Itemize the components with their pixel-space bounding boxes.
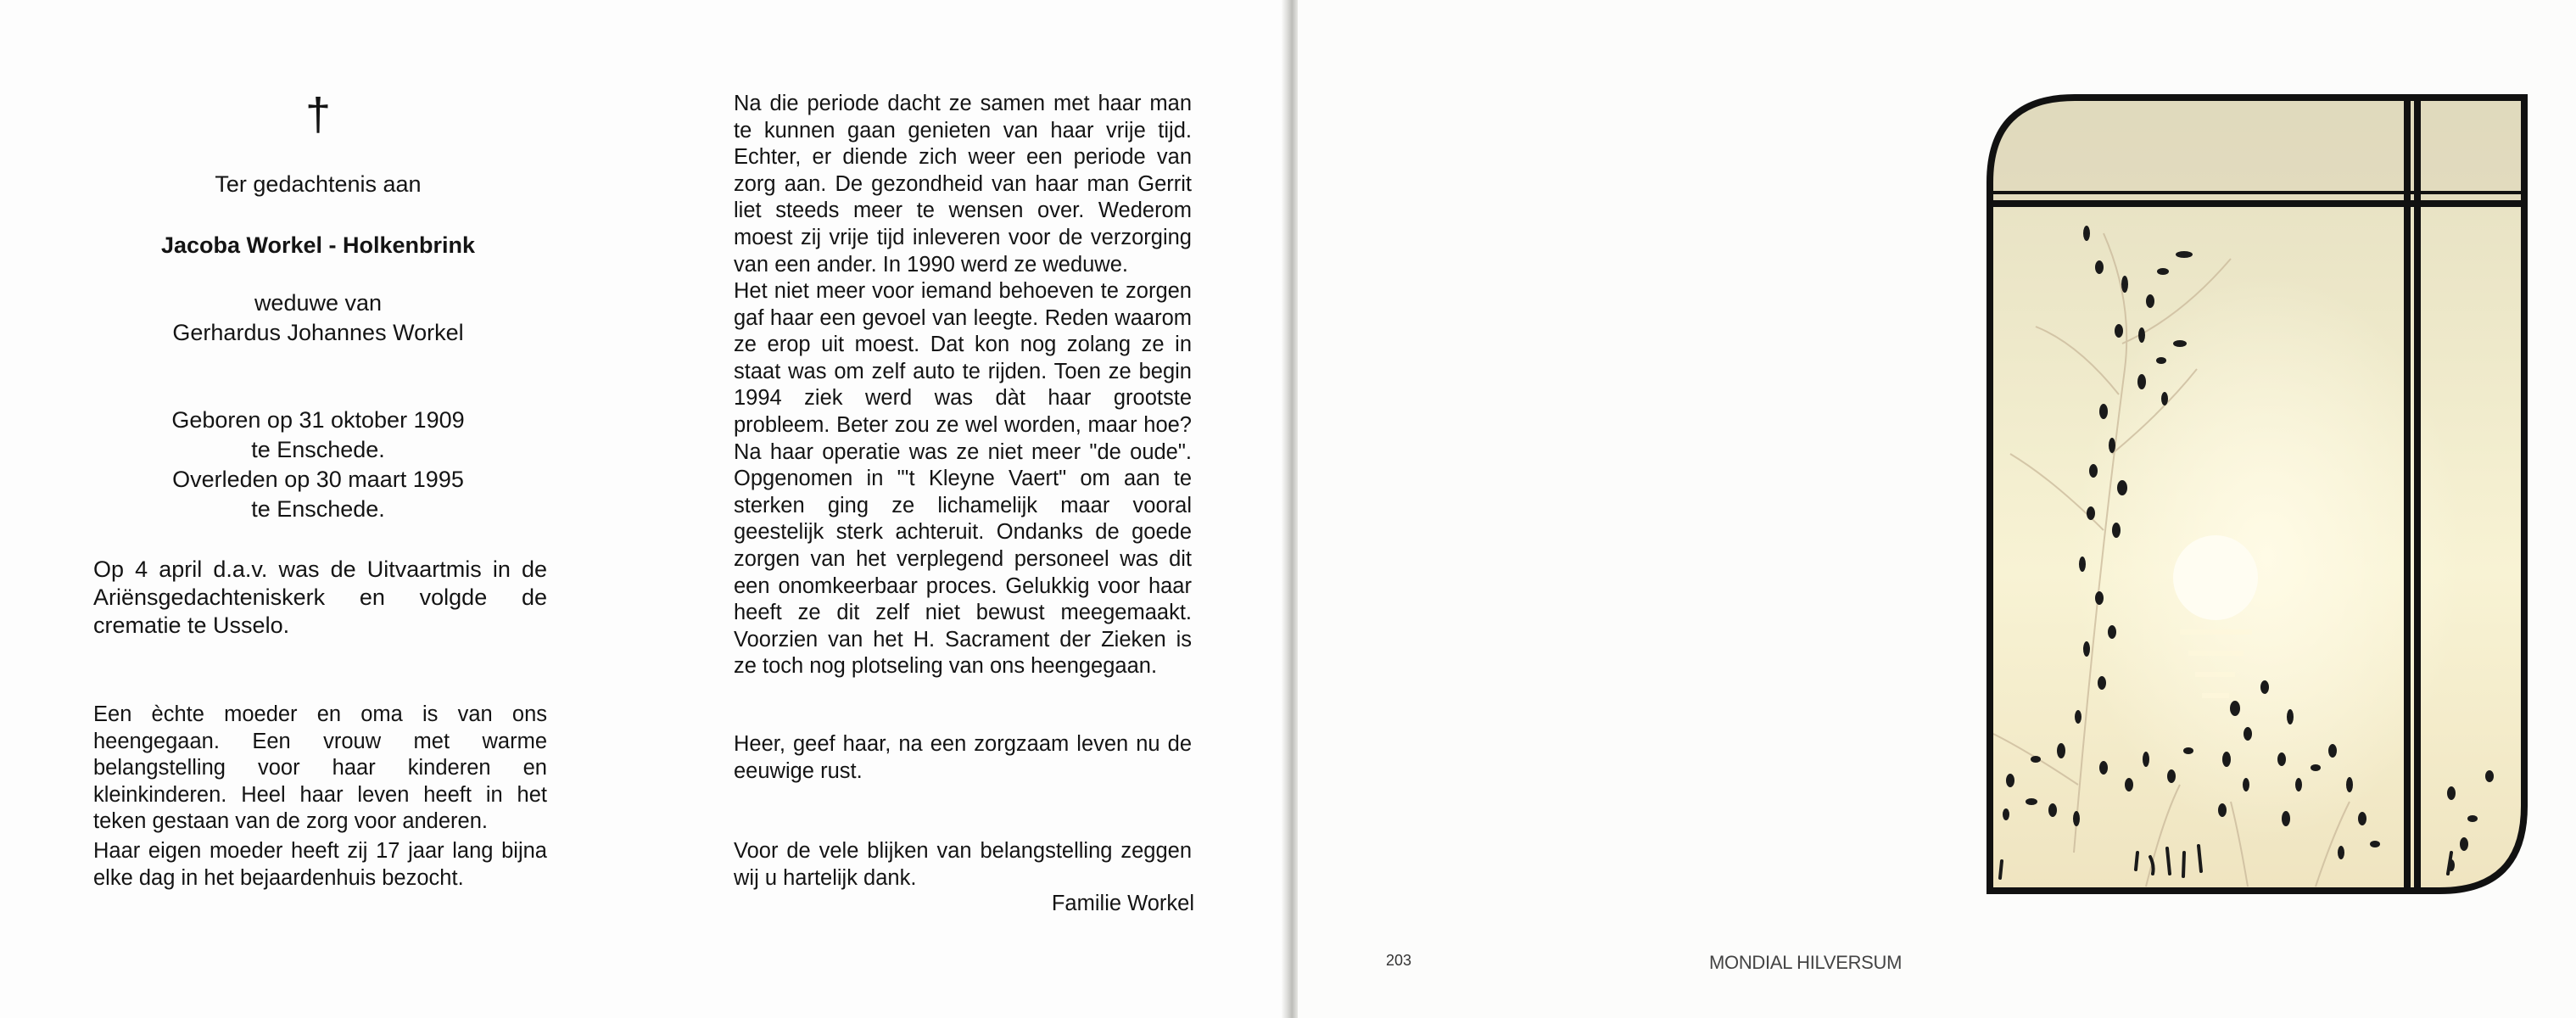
birth-place: te Enschede. xyxy=(251,437,385,462)
cross-symbol: † xyxy=(305,89,332,140)
deceased-name: Jacoba Workel - Holkenbrink xyxy=(160,232,476,258)
tribute-paragraph: Een èchte moeder en oma is van ons heengegaan. Een vrouw met warme belangstelling voor haar kinderen en kleinkinderen. Heel haar leven heeft in het teken gestaan van de zorg voor anderen. xyxy=(93,702,547,834)
window-sunset-illustration xyxy=(1976,89,2536,895)
print-number: 203 xyxy=(1386,952,1412,969)
printer-name: MONDIAL HILVERSUM xyxy=(1709,952,1903,973)
left-page xyxy=(0,0,1286,1018)
sun-shape xyxy=(2173,535,2258,620)
middle-paragraph-2: Het niet meer voor iemand behoeven te zorgen gaf haar een gevoel van leegte. Reden waarom ze erop uit moest. Dat kon nog zolang ze in staat was om zelf auto te rijden. Toen ze begin 1994 ziek werd was dàt haar grootste probleem. Beter zou ze wel worden, maar hoe? Na haar operatie was ze niet meer "de oude". Opgenomen in "'t Kleyne Vaert" om aan te sterken ging ze lichamelijk maar vooral geestelijk sterk achteruit. Ondanks de goede zorgen van het verplegend personeel was dit een onomkeerbaar proces. Gelukkig voor haar heeft ze dit zelf niet bewust meegemaakt. Voorzien van het H. Sacrament der Zieken is ze toch nog plotseling van ons heengegaan. xyxy=(734,279,1192,679)
spouse-name: Gerhardus Johannes Workel xyxy=(172,320,464,345)
in-memory-heading: Ter gedachtenis aan xyxy=(215,171,422,197)
funeral-notice: Op 4 april d.a.v. was de Uitvaartmis in de Ariënsgedachteniskerk en volgde de crematie te Usselo. xyxy=(93,557,547,638)
prayer-text: Heer, geef haar, na een zorgzaam leven nu de eeuwige rust. xyxy=(734,732,1192,783)
middle-paragraph-1: Na die periode dacht ze samen met haar man te kunnen gaan genieten van haar vrije tijd. Echter, er diende zich weer een periode van zorg aan. De gezondheid van haar man Gerrit liet steeds meer te wensen over. Wederom moest zij vrije tijd inleveren voor de verzorging van een ander. In 1990 werd ze weduwe. xyxy=(734,92,1192,277)
widow-of-label: weduwe van xyxy=(254,290,383,316)
death-place: te Enschede. xyxy=(251,496,385,522)
death-date: Overleden op 30 maart 1995 xyxy=(172,467,464,492)
thanks-text: Voor de vele blijken van belangstelling zeggen wij u hartelijk dank. xyxy=(734,839,1192,890)
tribute-paragraph-2: Haar eigen moeder heeft zij 17 jaar lang bijna elke dag in het bejaardenhuis bezocht. xyxy=(93,839,547,890)
birth-date: Geboren op 31 oktober 1909 xyxy=(171,407,465,433)
family-signature: Familie Workel xyxy=(1051,892,1194,915)
